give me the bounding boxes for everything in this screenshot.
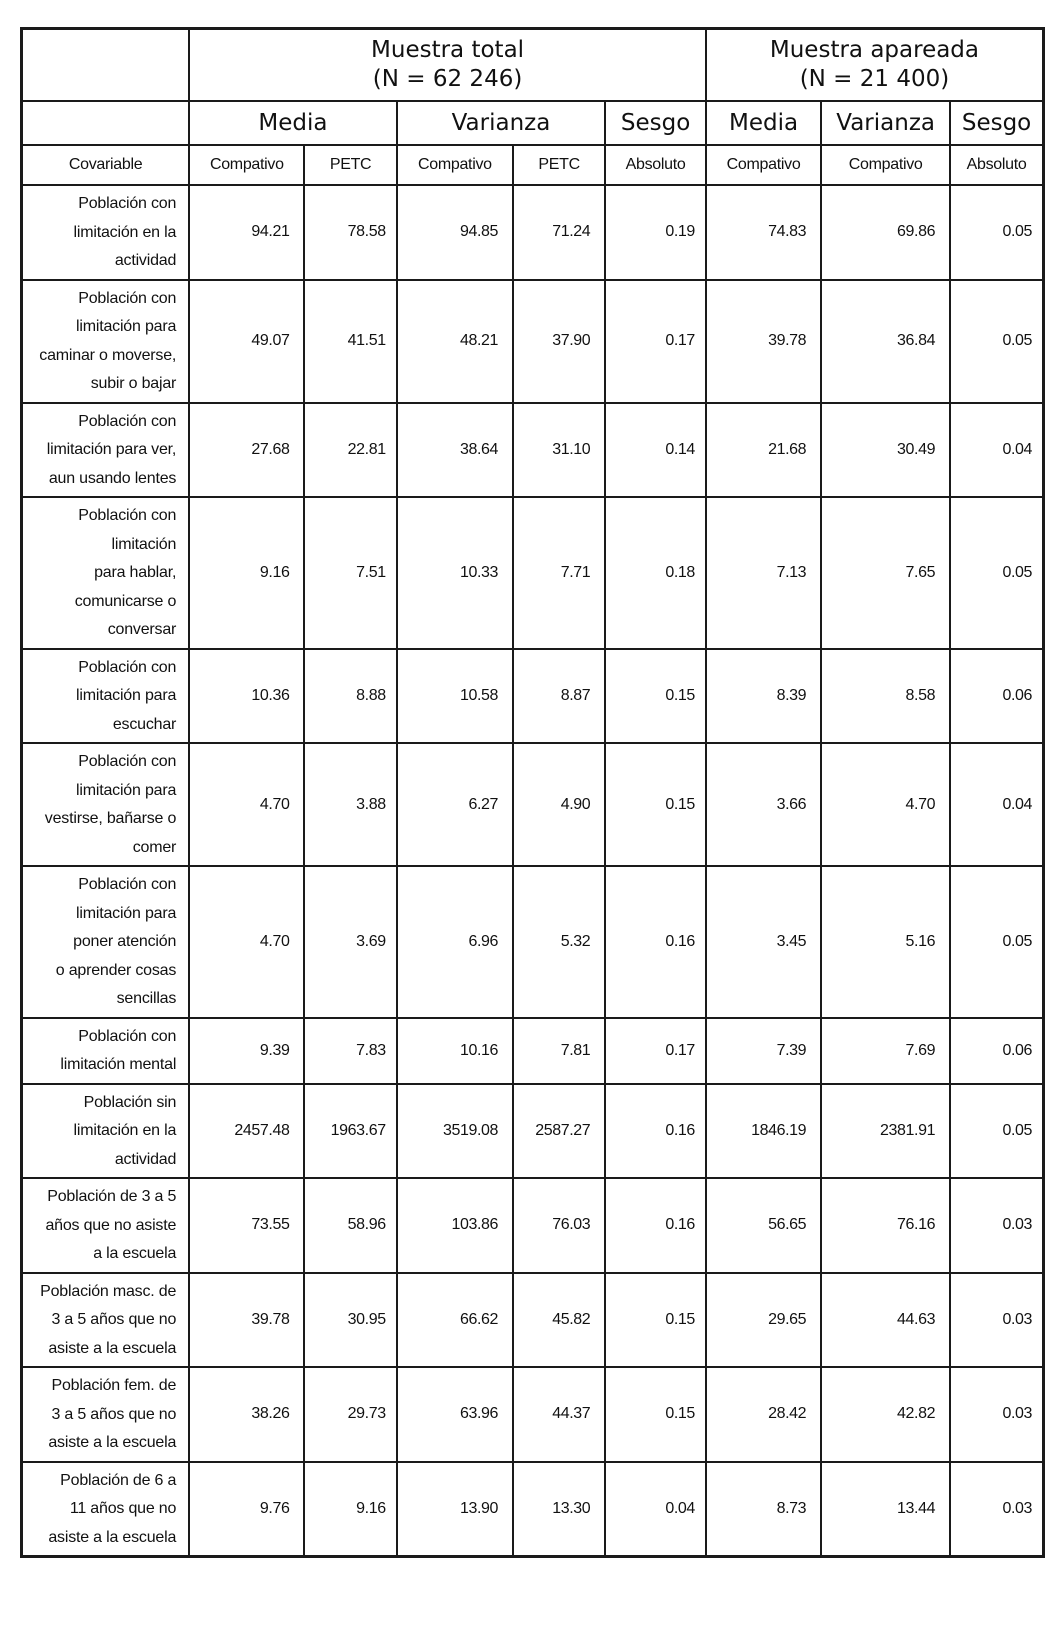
subheader-total-sesgo: Sesgo [605, 101, 706, 145]
cell-total-varianza-compativo: 6.27 [397, 743, 513, 866]
cell-total-sesgo-absoluto: 0.17 [605, 280, 706, 403]
table-row [22, 1018, 1044, 1084]
covariable-label-line: o aprender cosas [55, 961, 177, 979]
cell-total-varianza-compativo: 103.86 [397, 1178, 513, 1273]
covariable-label-line: aun usando lentes [48, 469, 177, 487]
table-row [22, 280, 1044, 403]
column-header-row [22, 145, 1044, 185]
cell-paired-varianza-compativo: 4.70 [821, 743, 950, 866]
covariable-label-line: limitación [111, 535, 177, 553]
covariable-label [22, 743, 190, 866]
cell-paired-sesgo-absoluto: 0.04 [950, 403, 1043, 498]
covariable-label-line: 11 años que no [69, 1500, 177, 1517]
covariable-label-line: Población con [78, 289, 177, 307]
cell-paired-media-compativo: 39.78 [706, 280, 821, 403]
cell-total-media-petc: 7.51 [304, 497, 396, 649]
covariable-label-line: poner atención [73, 933, 177, 950]
subheader-total-varianza: Varianza [397, 101, 606, 145]
cell-total-sesgo-absoluto: 0.15 [605, 743, 706, 866]
cell-total-varianza-compativo: 10.33 [397, 497, 513, 649]
cell-total-varianza-petc: 7.71 [513, 497, 605, 649]
covariable-label-line: Población con [78, 412, 177, 430]
covariable-label-line: actividad [114, 1150, 177, 1168]
cell-paired-sesgo-absoluto: 0.05 [950, 1084, 1043, 1179]
covariable-label-line: asiste a la escuela [48, 1339, 177, 1357]
table-row [22, 1178, 1044, 1273]
cell-paired-varianza-compativo: 69.86 [821, 185, 950, 280]
cell-paired-varianza-compativo: 2381.91 [821, 1084, 950, 1179]
covariable-label-line: Población sin [83, 1093, 177, 1111]
table-row [22, 1367, 1044, 1462]
column-header: PETC [304, 145, 396, 185]
cell-paired-sesgo-absoluto: 0.06 [950, 1018, 1043, 1084]
table-row [22, 866, 1044, 1018]
covariable-label-line: a la escuela [93, 1245, 177, 1262]
cell-paired-varianza-compativo: 42.82 [821, 1367, 950, 1462]
table-row [22, 185, 1044, 280]
covariate-balance-table [20, 27, 1045, 1558]
cell-total-varianza-petc: 71.24 [513, 185, 605, 280]
covariable-label-line: limitación para [76, 904, 177, 922]
cell-total-media-compativo: 73.55 [189, 1178, 304, 1273]
covariable-label-line: Población con [78, 658, 177, 676]
cell-paired-sesgo-absoluto: 0.03 [950, 1462, 1043, 1557]
cell-total-varianza-petc: 4.90 [513, 743, 605, 866]
covariable-label-line: comunicarse o [74, 592, 177, 610]
subheader-empty [22, 101, 190, 145]
table-row [22, 497, 1044, 649]
cell-total-varianza-compativo: 63.96 [397, 1367, 513, 1462]
cell-total-varianza-petc: 37.90 [513, 280, 605, 403]
covariable-label-line: asiste a la escuela [48, 1434, 177, 1451]
cell-total-varianza-petc: 2587.27 [513, 1084, 605, 1179]
table-row [22, 403, 1044, 498]
cell-total-media-petc: 3.88 [304, 743, 396, 866]
cell-total-varianza-compativo: 6.96 [397, 866, 513, 1018]
cell-paired-media-compativo: 8.39 [706, 649, 821, 744]
cell-total-sesgo-absoluto: 0.16 [605, 1178, 706, 1273]
group-header-row [22, 29, 1044, 102]
table-row [22, 1462, 1044, 1557]
covariable-label-line: Población con [78, 753, 177, 770]
cell-paired-sesgo-absoluto: 0.05 [950, 866, 1043, 1018]
cell-total-sesgo-absoluto: 0.15 [605, 1367, 706, 1462]
covariable-label-line: Población de 6 a [60, 1471, 177, 1489]
covariable-label [22, 1273, 190, 1368]
covariable-label-line: limitación en la [73, 223, 177, 241]
subheader-row [22, 101, 1044, 145]
covariable-label-line: comer [132, 838, 177, 856]
table-row [22, 1273, 1044, 1368]
cell-paired-sesgo-absoluto: 0.05 [950, 280, 1043, 403]
cell-paired-media-compativo: 3.45 [706, 866, 821, 1018]
cell-total-varianza-compativo: 13.90 [397, 1462, 513, 1557]
cell-paired-media-compativo: 8.73 [706, 1462, 821, 1557]
covariable-label [22, 280, 190, 403]
cell-total-varianza-compativo: 48.21 [397, 280, 513, 403]
cell-total-media-compativo: 2457.48 [189, 1084, 304, 1179]
cell-paired-media-compativo: 3.66 [706, 743, 821, 866]
covariable-label-line: limitación para [76, 318, 177, 335]
cell-total-varianza-petc: 31.10 [513, 403, 605, 498]
cell-total-media-petc: 58.96 [304, 1178, 396, 1273]
cell-paired-varianza-compativo: 30.49 [821, 403, 950, 498]
subheader-paired-varianza: Varianza [821, 101, 950, 145]
cell-total-sesgo-absoluto: 0.15 [605, 1273, 706, 1368]
cell-total-media-compativo: 39.78 [189, 1273, 304, 1368]
group-header-total [189, 29, 706, 102]
covariable-label-line: sencillas [116, 990, 177, 1007]
covariable-label-line: asiste a la escuela [48, 1528, 177, 1546]
group-header-paired [706, 29, 1044, 102]
covariable-label-line: Población con [78, 195, 177, 212]
cell-paired-varianza-compativo: 7.65 [821, 497, 950, 649]
covariable-label-line: limitación para [76, 781, 177, 799]
group-title-paired: Muestra apareada [769, 37, 980, 63]
corner-cell [22, 29, 190, 102]
cell-paired-media-compativo: 74.83 [706, 185, 821, 280]
cell-paired-varianza-compativo: 76.16 [821, 1178, 950, 1273]
cell-total-media-compativo: 9.76 [189, 1462, 304, 1557]
cell-total-varianza-compativo: 38.64 [397, 403, 513, 498]
cell-paired-media-compativo: 21.68 [706, 403, 821, 498]
covariable-label [22, 649, 190, 744]
subheader-total-media: Media [189, 101, 397, 145]
covariable-label-line: para hablar, [94, 564, 177, 581]
cell-total-media-petc: 8.88 [304, 649, 396, 744]
covariable-label-line: limitación para [76, 687, 177, 704]
table-row [22, 743, 1044, 866]
column-header: Compativo [189, 145, 304, 185]
covariable-label-line: Población de 3 a 5 [47, 1188, 177, 1205]
cell-total-varianza-petc: 8.87 [513, 649, 605, 744]
cell-paired-varianza-compativo: 7.69 [821, 1018, 950, 1084]
covariable-label-line: 3 a 5 años que no [51, 1405, 177, 1423]
group-n-total: (N = 62 246) [372, 66, 523, 92]
cell-paired-varianza-compativo: 44.63 [821, 1273, 950, 1368]
cell-total-media-compativo: 94.21 [189, 185, 304, 280]
cell-paired-sesgo-absoluto: 0.04 [950, 743, 1043, 866]
covariable-label-line: conversar [107, 621, 177, 638]
cell-total-media-petc: 29.73 [304, 1367, 396, 1462]
cell-total-varianza-compativo: 66.62 [397, 1273, 513, 1368]
cell-total-varianza-compativo: 94.85 [397, 185, 513, 280]
subheader-paired-sesgo: Sesgo [950, 101, 1043, 145]
covariable-label [22, 1462, 190, 1557]
cell-paired-sesgo-absoluto: 0.05 [950, 185, 1043, 280]
cell-total-media-petc: 22.81 [304, 403, 396, 498]
cell-total-varianza-compativo: 3519.08 [397, 1084, 513, 1179]
cell-total-sesgo-absoluto: 0.04 [605, 1462, 706, 1557]
cell-total-varianza-petc: 44.37 [513, 1367, 605, 1462]
column-header: Compativo [821, 145, 950, 185]
column-header: Compativo [397, 145, 513, 185]
cell-total-media-petc: 9.16 [304, 1462, 396, 1557]
table-row [22, 649, 1044, 744]
covariable-label [22, 403, 190, 498]
covariable-label-line: escuchar [112, 715, 177, 733]
cell-total-media-compativo: 49.07 [189, 280, 304, 403]
cell-paired-media-compativo: 28.42 [706, 1367, 821, 1462]
covariable-label [22, 866, 190, 1018]
cell-total-media-petc: 30.95 [304, 1273, 396, 1368]
cell-total-sesgo-absoluto: 0.17 [605, 1018, 706, 1084]
cell-paired-media-compativo: 29.65 [706, 1273, 821, 1368]
covariable-label-line: actividad [114, 252, 177, 269]
cell-paired-varianza-compativo: 5.16 [821, 866, 950, 1018]
cell-total-media-petc: 3.69 [304, 866, 396, 1018]
covariable-label-line: 3 a 5 años que no [51, 1311, 177, 1328]
table-container [20, 27, 1045, 1558]
cell-paired-sesgo-absoluto: 0.03 [950, 1178, 1043, 1273]
covariable-label [22, 1084, 190, 1179]
covariable-label-line: Población fem. de [51, 1377, 177, 1394]
covariable-label-line: limitación en la [73, 1122, 177, 1139]
cell-total-sesgo-absoluto: 0.14 [605, 403, 706, 498]
cell-total-varianza-petc: 76.03 [513, 1178, 605, 1273]
cell-total-varianza-petc: 45.82 [513, 1273, 605, 1368]
group-title-total: Muestra total [371, 37, 525, 63]
cell-total-varianza-petc: 13.30 [513, 1462, 605, 1557]
cell-total-media-compativo: 9.16 [189, 497, 304, 649]
covariable-label-line: caminar o moverse, [39, 346, 177, 364]
cell-paired-sesgo-absoluto: 0.05 [950, 497, 1043, 649]
cell-total-media-compativo: 9.39 [189, 1018, 304, 1084]
covariable-label-line: Población con [78, 1027, 177, 1045]
cell-total-media-compativo: 4.70 [189, 866, 304, 1018]
cell-paired-media-compativo: 7.39 [706, 1018, 821, 1084]
column-header: PETC [513, 145, 605, 185]
covariable-label-line: limitación para ver, [46, 441, 177, 458]
cell-paired-varianza-compativo: 36.84 [821, 280, 950, 403]
cell-total-varianza-petc: 5.32 [513, 866, 605, 1018]
cell-total-media-petc: 78.58 [304, 185, 396, 280]
subheader-paired-media: Media [706, 101, 821, 145]
column-header: Absoluto [605, 145, 706, 185]
cell-total-media-compativo: 38.26 [189, 1367, 304, 1462]
covariable-label-line: años que no asiste [45, 1216, 177, 1234]
table-body [22, 185, 1044, 1557]
cell-paired-sesgo-absoluto: 0.03 [950, 1367, 1043, 1462]
cell-total-sesgo-absoluto: 0.19 [605, 185, 706, 280]
covariable-label-line: Población con [78, 876, 177, 893]
cell-total-varianza-petc: 7.81 [513, 1018, 605, 1084]
covariable-label [22, 185, 190, 280]
cell-total-media-compativo: 27.68 [189, 403, 304, 498]
cell-total-media-petc: 7.83 [304, 1018, 396, 1084]
covariable-label [22, 497, 190, 649]
cell-paired-varianza-compativo: 8.58 [821, 649, 950, 744]
covariable-label [22, 1018, 190, 1084]
covariable-label [22, 1367, 190, 1462]
column-header: Compativo [706, 145, 821, 185]
group-n-paired: (N = 21 400) [799, 66, 950, 92]
cell-total-sesgo-absoluto: 0.16 [605, 1084, 706, 1179]
cell-paired-varianza-compativo: 13.44 [821, 1462, 950, 1557]
cell-total-media-petc: 1963.67 [304, 1084, 396, 1179]
covariable-label [22, 1178, 190, 1273]
cell-total-sesgo-absoluto: 0.18 [605, 497, 706, 649]
cell-paired-media-compativo: 1846.19 [706, 1084, 821, 1179]
column-header: Covariable [22, 145, 190, 185]
cell-paired-sesgo-absoluto: 0.06 [950, 649, 1043, 744]
column-header: Absoluto [950, 145, 1043, 185]
cell-paired-media-compativo: 7.13 [706, 497, 821, 649]
cell-total-varianza-compativo: 10.58 [397, 649, 513, 744]
cell-paired-media-compativo: 56.65 [706, 1178, 821, 1273]
covariable-label-line: limitación mental [60, 1056, 177, 1073]
cell-total-media-compativo: 4.70 [189, 743, 304, 866]
covariable-label-line: Población masc. de [40, 1282, 177, 1300]
table-row [22, 1084, 1044, 1179]
covariable-label-line: Población con [78, 507, 177, 524]
covariable-label-line: vestirse, bañarse o [44, 810, 177, 827]
covariable-label-line: subir o bajar [90, 375, 177, 392]
cell-total-sesgo-absoluto: 0.16 [605, 866, 706, 1018]
cell-total-varianza-compativo: 10.16 [397, 1018, 513, 1084]
cell-total-sesgo-absoluto: 0.15 [605, 649, 706, 744]
cell-total-media-petc: 41.51 [304, 280, 396, 403]
cell-paired-sesgo-absoluto: 0.03 [950, 1273, 1043, 1368]
cell-total-media-compativo: 10.36 [189, 649, 304, 744]
